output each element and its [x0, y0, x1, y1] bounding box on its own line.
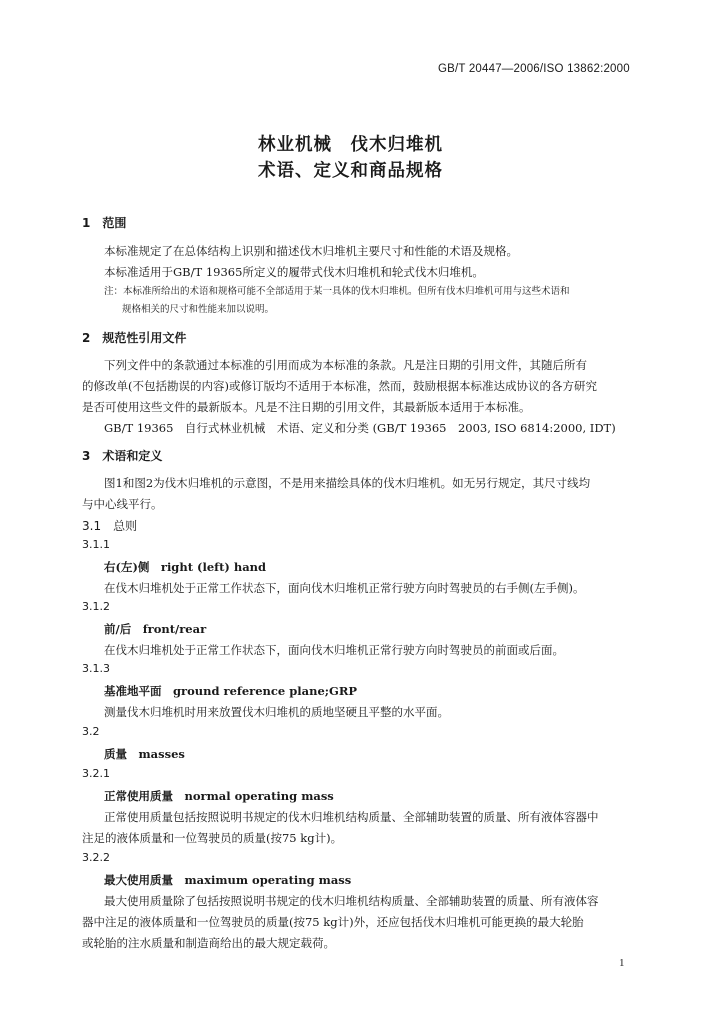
definition-right-left-hand: 在伐木归堆机处于正常工作状态下，面向伐木归堆机正常行驶方向时驾驶员的右手侧(左手侧)。: [104, 581, 585, 595]
term-ground-reference-plane: 基准地平面 ground reference plane;GRP: [104, 684, 358, 698]
scope-note-line-2: 规格相关的尺寸和性能来加以说明。: [122, 304, 275, 315]
reference-gb-t-19365: GB/T 19365 自行式林业机械 术语、定义和分类 (GB/T 19365 2003, ISO 6814:2000, IDT): [104, 421, 616, 435]
references-paragraph-line-2: 的修改单(不包括勘误的内容)或修订版均不适用于本标准，然而，鼓励根据本标准达成协议的各方研究: [82, 379, 597, 393]
clause-3-1-3-number: 3.1.3: [82, 662, 110, 675]
references-paragraph-line-3: 是否可使用这些文件的最新版本。凡是不注日期的引用文件，其最新版本适用于本标准。: [82, 400, 531, 414]
definition-normal-operating-mass-line-2: 注足的液体质量和一位驾驶员的质量(按75 kg计)。: [82, 831, 343, 845]
definition-normal-operating-mass-line-1: 正常使用质量包括按照说明书规定的伐木归堆机结构质量、全部辅助装置的质量、所有液体容器中: [104, 810, 599, 824]
document-subtitle: 术语、定义和商品规格: [258, 161, 443, 181]
scope-paragraph-2: 本标准适用于GB/T 19365所定义的履带式伐木归堆机和轮式伐木归堆机。: [104, 265, 484, 279]
clause-3-1-2-number: 3.1.2: [82, 600, 110, 613]
clause-3-2-number: 3.2: [82, 725, 100, 738]
clause-3-2-1-number: 3.2.1: [82, 767, 110, 780]
page-number: 1: [619, 957, 625, 969]
document-title: 林业机械 伐木归堆机: [258, 135, 443, 155]
section-2-heading: 2 规范性引用文件: [82, 331, 187, 345]
definition-maximum-operating-mass-line-2: 器中注足的液体质量和一位驾驶员的质量(按75 kg计)外，还应包括伐木归堆机可能更换的最大轮胎: [82, 915, 584, 929]
term-normal-operating-mass: 正常使用质量 normal operating mass: [104, 789, 334, 803]
section-3-heading: 3 术语和定义: [82, 449, 163, 463]
section-1-heading: 1 范围: [82, 216, 127, 230]
clause-3-1-1-number: 3.1.1: [82, 538, 110, 551]
clause-3-1-heading: 3.1 总则: [82, 519, 138, 533]
references-paragraph-line-1: 下列文件中的条款通过本标准的引用而成为本标准的条款。凡是注日期的引用文件，其随后所有: [104, 358, 587, 372]
definition-maximum-operating-mass-line-3: 或轮胎的注水质量和制造商给出的最大规定载荷。: [82, 936, 335, 950]
term-front-rear: 前/后 front/rear: [104, 622, 207, 636]
term-maximum-operating-mass: 最大使用质量 maximum operating mass: [104, 873, 352, 887]
terms-intro-line-2: 与中心线平行。: [82, 497, 163, 511]
definition-maximum-operating-mass-line-1: 最大使用质量除了包括按照说明书规定的伐木归堆机结构质量、全部辅助装置的质量、所有液体容: [104, 894, 599, 908]
term-right-left-hand: 右(左)侧 right (left) hand: [104, 560, 267, 574]
standard-number: GB/T 20447—2006/ISO 13862:2000: [438, 63, 630, 75]
definition-front-rear: 在伐木归堆机处于正常工作状态下，面向伐木归堆机正常行驶方向时驾驶员的前面或后面。: [104, 643, 564, 657]
scope-note-line-1: 注：本标准所给出的术语和规格可能不全部适用于某一具体的伐木归堆机。但所有伐木归堆机可用与这些术语和: [104, 286, 570, 297]
terms-intro-line-1: 图1和图2为伐木归堆机的示意图，不是用来描绘具体的伐木归堆机。如无另行规定，其尺寸线均: [104, 476, 591, 490]
term-masses: 质量 masses: [104, 747, 185, 761]
definition-ground-reference-plane: 测量伐木归堆机时用来放置伐木归堆机的质地坚硬且平整的水平面。: [104, 705, 449, 719]
scope-paragraph-1: 本标准规定了在总体结构上识别和描述伐木归堆机主要尺寸和性能的术语及规格。: [104, 244, 518, 258]
clause-3-2-2-number: 3.2.2: [82, 851, 110, 864]
